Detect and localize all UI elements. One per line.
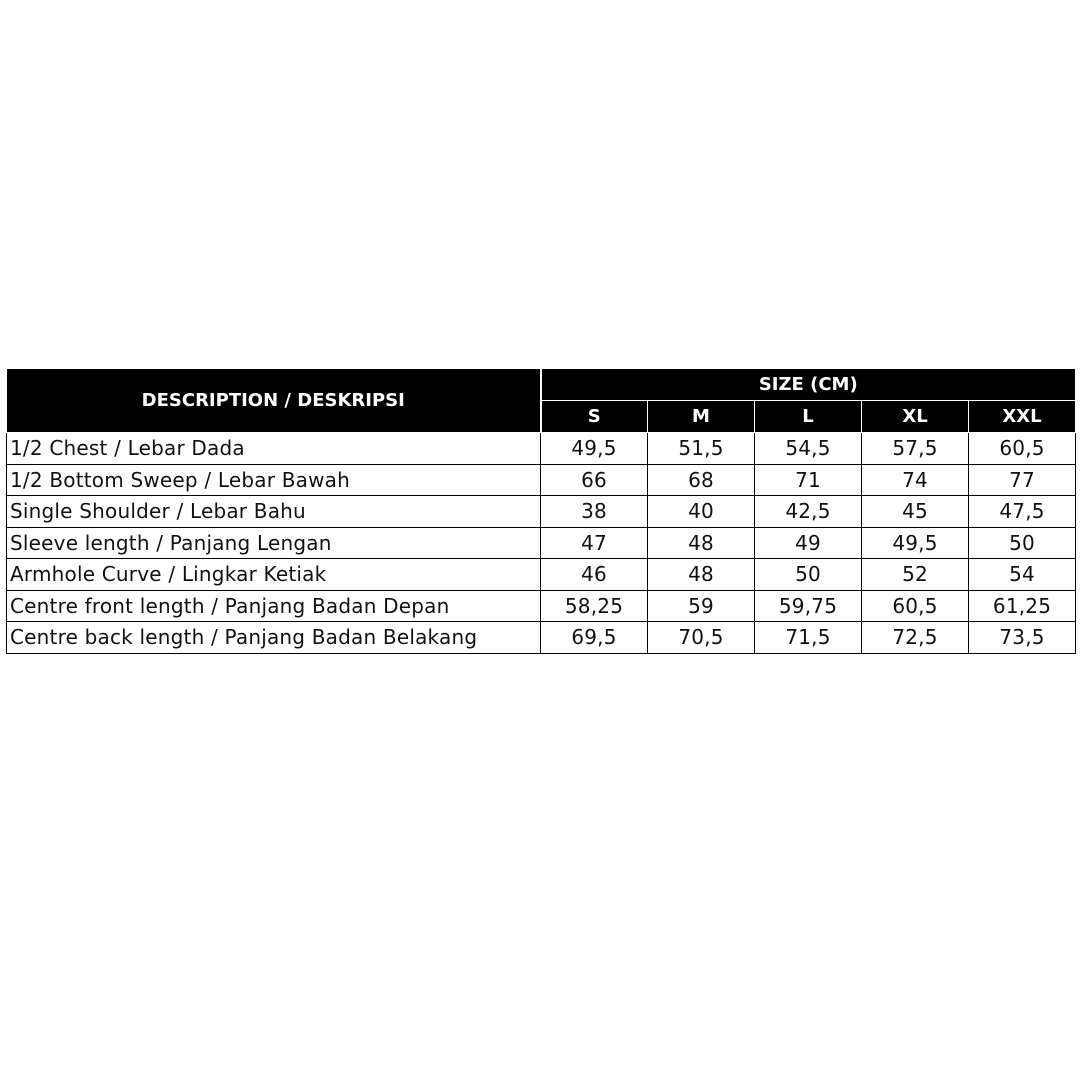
cell-xl: 49,5 bbox=[862, 527, 969, 559]
row-label: Centre back length / Panjang Badan Belakang bbox=[7, 622, 541, 654]
cell-xl: 60,5 bbox=[862, 590, 969, 622]
cell-s: 47 bbox=[541, 527, 648, 559]
cell-xxl: 54 bbox=[969, 559, 1076, 591]
cell-m: 59 bbox=[648, 590, 755, 622]
cell-m: 70,5 bbox=[648, 622, 755, 654]
cell-xxl: 60,5 bbox=[969, 433, 1076, 465]
table-row bbox=[7, 433, 1076, 465]
size-header: SIZE (CM) bbox=[541, 369, 1076, 401]
cell-m: 68 bbox=[648, 464, 755, 496]
cell-l: 59,75 bbox=[755, 590, 862, 622]
size-label-s: S bbox=[541, 401, 648, 433]
size-label-xl: XL bbox=[862, 401, 969, 433]
cell-xxl: 61,25 bbox=[969, 590, 1076, 622]
cell-m: 40 bbox=[648, 496, 755, 528]
cell-l: 71 bbox=[755, 464, 862, 496]
table-row bbox=[7, 464, 1076, 496]
row-label: Armhole Curve / Lingkar Ketiak bbox=[7, 559, 541, 591]
cell-m: 48 bbox=[648, 559, 755, 591]
cell-s: 69,5 bbox=[541, 622, 648, 654]
cell-xl: 72,5 bbox=[862, 622, 969, 654]
cell-s: 58,25 bbox=[541, 590, 648, 622]
size-label-xxl: XXL bbox=[969, 401, 1076, 433]
size-label-l: L bbox=[755, 401, 862, 433]
cell-s: 49,5 bbox=[541, 433, 648, 465]
cell-s: 46 bbox=[541, 559, 648, 591]
cell-xl: 52 bbox=[862, 559, 969, 591]
cell-m: 51,5 bbox=[648, 433, 755, 465]
cell-l: 71,5 bbox=[755, 622, 862, 654]
cell-xxl: 47,5 bbox=[969, 496, 1076, 528]
row-label: Single Shoulder / Lebar Bahu bbox=[7, 496, 541, 528]
cell-xxl: 77 bbox=[969, 464, 1076, 496]
table-row bbox=[7, 590, 1076, 622]
row-label: Sleeve length / Panjang Lengan bbox=[7, 527, 541, 559]
table-row bbox=[7, 559, 1076, 591]
size-chart-table bbox=[6, 368, 1076, 654]
cell-m: 48 bbox=[648, 527, 755, 559]
cell-xxl: 50 bbox=[969, 527, 1076, 559]
cell-l: 50 bbox=[755, 559, 862, 591]
cell-s: 66 bbox=[541, 464, 648, 496]
cell-l: 42,5 bbox=[755, 496, 862, 528]
cell-xl: 45 bbox=[862, 496, 969, 528]
cell-xl: 57,5 bbox=[862, 433, 969, 465]
cell-l: 49 bbox=[755, 527, 862, 559]
size-label-m: M bbox=[648, 401, 755, 433]
header-row bbox=[7, 369, 1076, 401]
table-row bbox=[7, 622, 1076, 654]
row-label: 1/2 Chest / Lebar Dada bbox=[7, 433, 541, 465]
row-label: 1/2 Bottom Sweep / Lebar Bawah bbox=[7, 464, 541, 496]
table-row bbox=[7, 496, 1076, 528]
cell-xl: 74 bbox=[862, 464, 969, 496]
cell-l: 54,5 bbox=[755, 433, 862, 465]
table-row bbox=[7, 527, 1076, 559]
cell-xxl: 73,5 bbox=[969, 622, 1076, 654]
description-header: DESCRIPTION / DESKRIPSI bbox=[7, 369, 541, 433]
row-label: Centre front length / Panjang Badan Depan bbox=[7, 590, 541, 622]
cell-s: 38 bbox=[541, 496, 648, 528]
